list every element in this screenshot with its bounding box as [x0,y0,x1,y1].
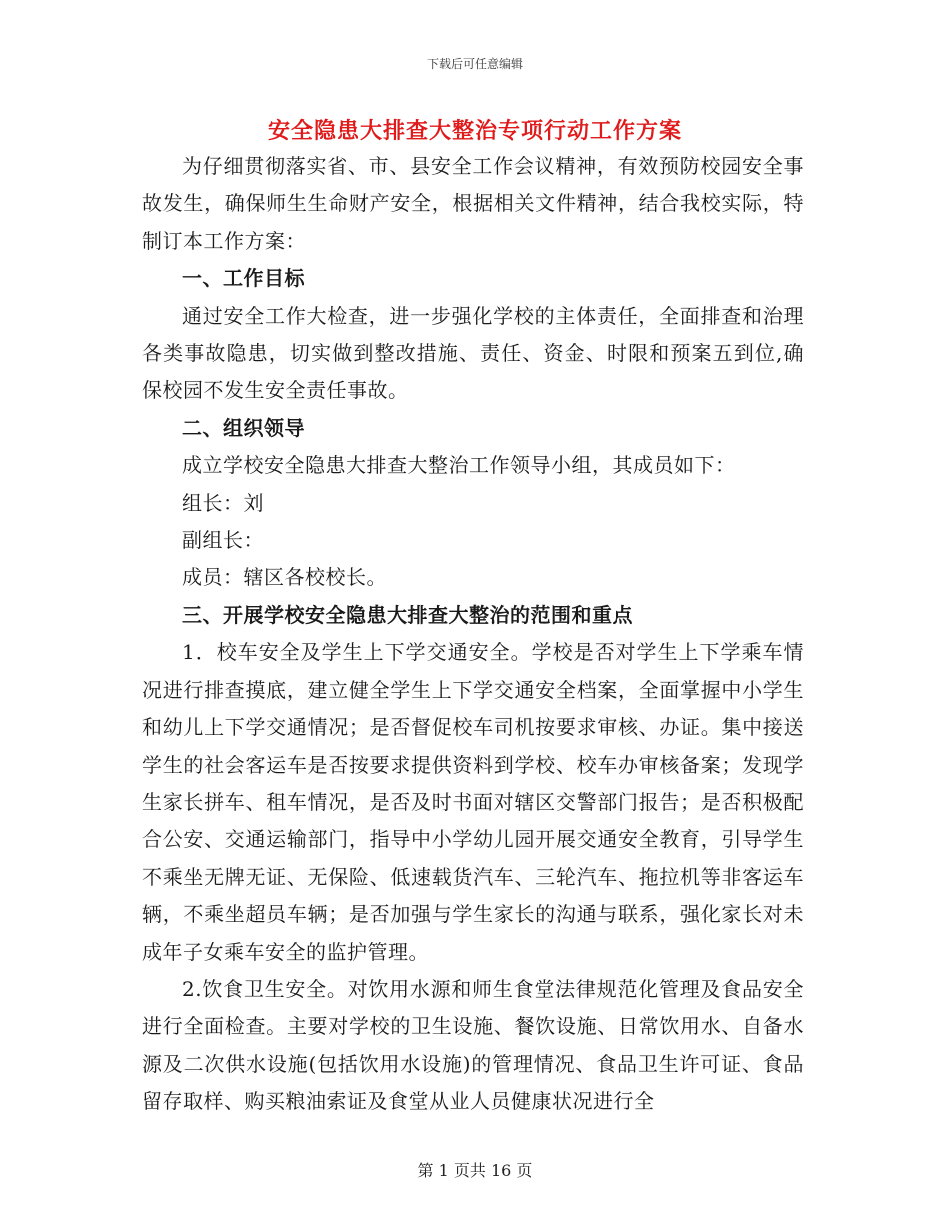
body-paragraph: 1．校车安全及学生上下学交通安全。学校是否对学生上下学乘车情况进行排查摸底，建立健全学生上下学交通安全档案，全面掌握中小学生和幼儿上下学交通情况；是否督促校车司机按要求审核、办证。集中接送学生的社会客运车是否按要求提供资料到学校、校车办审核备案；发现学生家长拼车、租车情况，是否及时书面对辖区交警部门报告；是否积极配合公安、交通运输部门，指导中小学幼儿园开展交通安全教育，引导学生不乘坐无牌无证、无保险、低速载货汽车、三轮汽车、拖拉机等非客运车辆，不乘坐超员车辆；是否加强与学生家长的沟通与联系，强化家长对未成年子女乘车安全的监护管理。 [142,640,804,964]
section-heading: 三、开展学校安全隐患大排查大整治的范围和重点 [182,602,633,627]
page-header-note: 下载后可任意编辑 [426,57,523,71]
section-heading: 二、组织领导 [182,415,305,440]
body-paragraph: 副组长： [182,528,264,553]
body-paragraph: 成立学校安全隐患大排查大整治工作领导小组，其成员如下： [182,453,736,478]
body-paragraph: 2.饮食卫生安全。对饮用水源和师生食堂法律规范化管理及食品安全进行全面检查。主要对学校的卫生设施、餐饮设施、日常饮用水、自备水源及二次供水设施(包括饮用水设施)的管理情况、食品卫生许可证、食品留存取样、购买粮油索证及食堂从业人员健康状况进行全 [142,976,804,1114]
body-paragraph: 成员：辖区各校校长。 [182,565,387,590]
body-paragraph: 组长：刘 [182,490,264,515]
page-footer-number: 第 1 页共 16 页 [417,1161,533,1180]
document-title: 安全隐患大排查大整治专项行动工作方案 [267,118,682,144]
body-paragraph: 为仔细贯彻落实省、市、县安全工作会议精神，有效预防校园安全事故发生，确保师生生命财产安全，根据相关文件精神，结合我校实际，特制订本工作方案： [142,154,804,253]
body-paragraph: 通过安全工作大检查，进一步强化学校的主体责任，全面排查和治理各类事故隐患，切实做到整改措施、责任、资金、时限和预案五到位,确保校园不发生安全责任事故。 [142,303,804,403]
document-body [142,148,804,1121]
section-heading: 一、工作目标 [182,266,305,291]
